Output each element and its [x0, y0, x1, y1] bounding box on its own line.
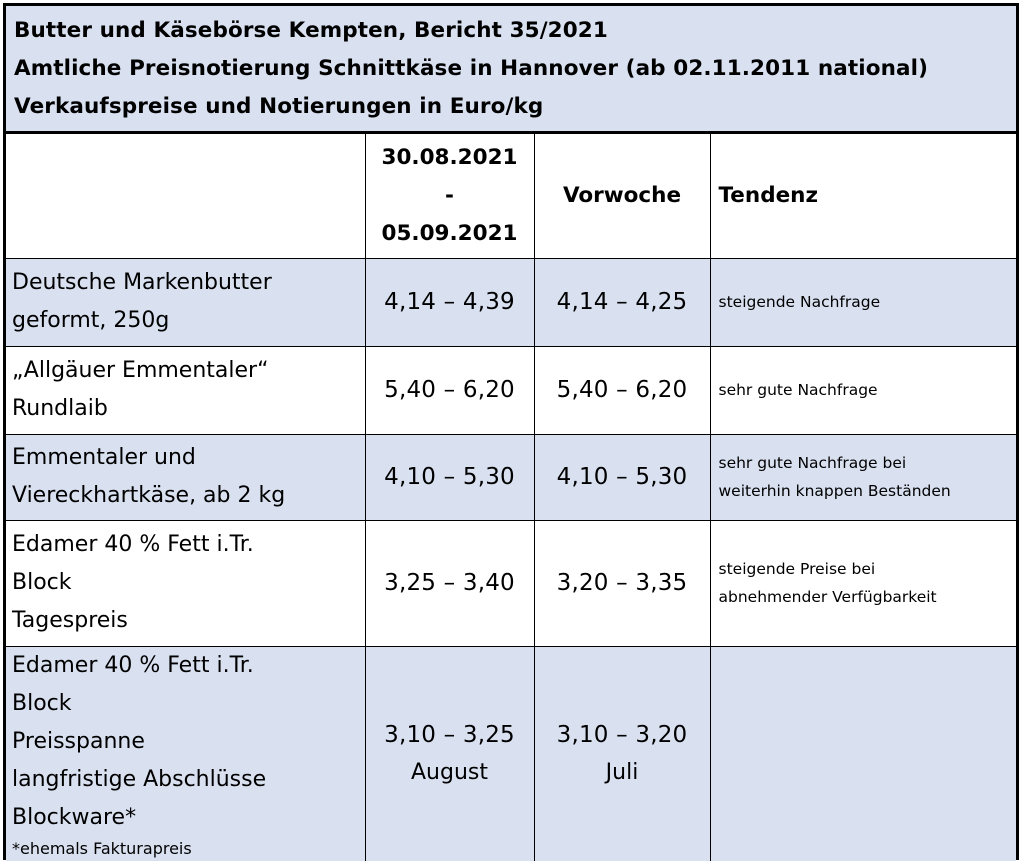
product-name-line: Tagespreis [12, 608, 128, 633]
product-name-cell [6, 434, 365, 520]
current-price: 3,10 – 3,25 [384, 721, 515, 748]
product-name-line: geformt, 250g [12, 308, 170, 333]
price-table [6, 134, 1016, 861]
report-units: Verkaufspreise und Notierungen in Euro/kg [14, 94, 544, 119]
header-product-cell [6, 134, 365, 258]
report-subtitle: Amtliche Preisnotierung Schnittkäse in Hannover (ab 02.11.2011 national) [14, 56, 928, 81]
trend-cell [710, 646, 1016, 861]
table-row [6, 646, 1016, 861]
trend-line: steigende Nachfrage [718, 293, 881, 311]
previous-price: 3,20 – 3,35 [534, 520, 710, 646]
product-name-cell [6, 346, 365, 434]
period-start: 30.08.2021 [381, 144, 518, 170]
table-row [6, 346, 1016, 434]
trend-line: steigende Preise bei [718, 560, 876, 578]
current-price: 4,10 – 5,30 [365, 434, 534, 520]
header-period-cell [365, 134, 534, 258]
previous-price: 5,40 – 6,20 [534, 346, 710, 434]
product-name-cell [6, 646, 365, 861]
trend-cell [710, 434, 1016, 520]
trend-line: sehr gute Nachfrage [718, 381, 878, 399]
price-report-table [3, 3, 1019, 860]
product-name-cell [6, 520, 365, 646]
product-name-line: „Allgäuer Emmentaler“ [12, 358, 269, 383]
current-price-cell [365, 646, 534, 861]
product-name-line: Block [12, 570, 72, 595]
report-header [6, 6, 1016, 134]
current-price: 4,14 – 4,39 [365, 258, 534, 346]
period-end: 05.09.2021 [381, 220, 518, 246]
product-name-cell [6, 258, 365, 346]
product-name-line: Preisspanne [12, 728, 145, 754]
table-row [6, 258, 1016, 346]
previous-price-cell [534, 646, 710, 861]
trend-line: abnehmender Verfügbarkeit [718, 588, 937, 606]
product-name-line: Deutsche Markenbutter [12, 270, 272, 295]
product-name-line: Edamer 40 % Fett i.Tr. [12, 532, 254, 557]
header-previous-week: Vorwoche [534, 134, 710, 258]
product-name-line: Blockware* [12, 804, 137, 830]
footnote: *ehemals Fakturapreis [12, 838, 192, 858]
table-row [6, 434, 1016, 520]
current-period-label: August [411, 759, 488, 785]
period-dash: - [445, 182, 454, 208]
trend-line: sehr gute Nachfrage bei [718, 454, 907, 472]
product-name-line: Block [12, 690, 72, 716]
trend-cell [710, 346, 1016, 434]
previous-price: 4,10 – 5,30 [534, 434, 710, 520]
previous-price: 4,14 – 4,25 [534, 258, 710, 346]
trend-cell [710, 520, 1016, 646]
previous-period-label: Juli [605, 759, 639, 785]
product-name-line: langfristige Abschlüsse [12, 766, 267, 792]
product-name-line: Rundlaib [12, 396, 108, 421]
product-name-line: Emmentaler und [12, 445, 196, 470]
current-price: 3,25 – 3,40 [365, 520, 534, 646]
current-price: 5,40 – 6,20 [365, 346, 534, 434]
report-title: Butter und Käsebörse Kempten, Bericht 35/2021 [14, 18, 608, 43]
table-row [6, 520, 1016, 646]
product-name-line: Edamer 40 % Fett i.Tr. [12, 652, 254, 678]
header-trend: Tendenz [710, 134, 1016, 258]
trend-line: weiterhin knappen Beständen [718, 482, 951, 500]
trend-cell [710, 258, 1016, 346]
previous-price: 3,10 – 3,20 [556, 721, 688, 748]
column-header-row [6, 134, 1016, 258]
product-name-line: Viereckhartkäse, ab 2 kg [12, 483, 286, 508]
